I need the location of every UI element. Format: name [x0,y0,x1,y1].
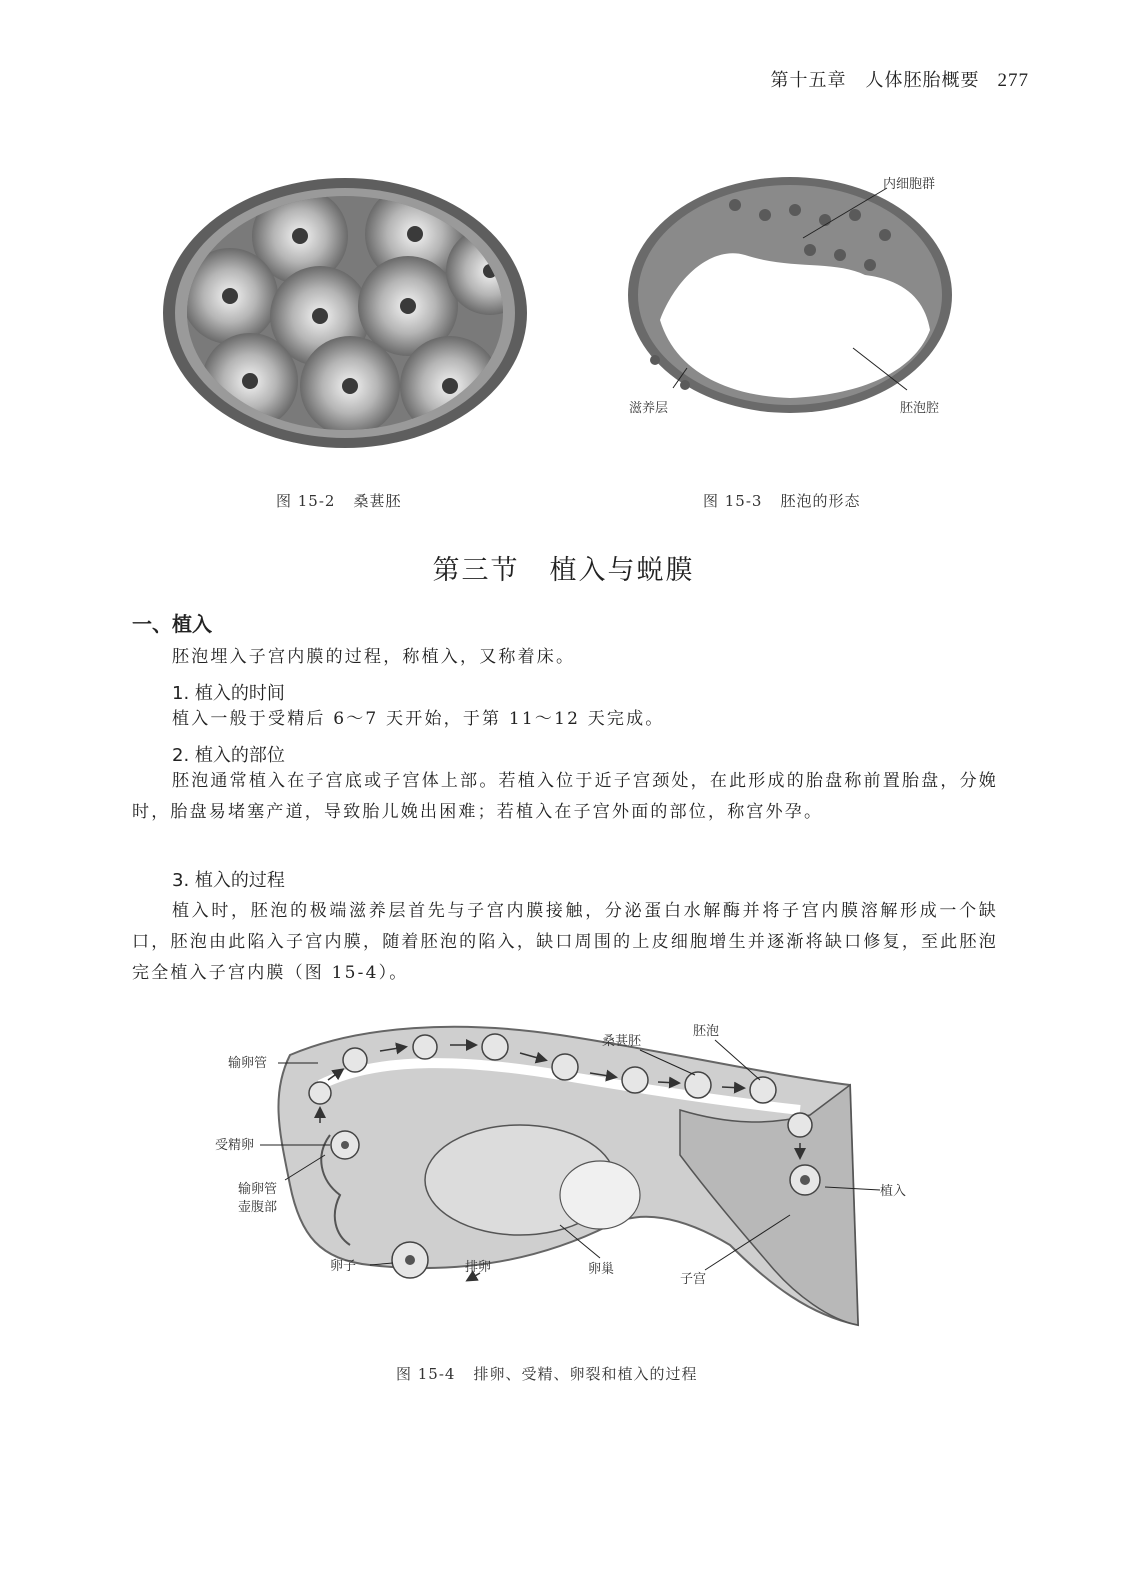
label-morula: 桑葚胚 [602,1034,642,1049]
caption-number: 图 15-4 [396,1365,456,1383]
label-ovulation: 排卵 [465,1260,492,1275]
blastocyst-illustration [615,170,975,440]
caption-number: 图 15-2 [276,492,336,510]
label-blastocoel: 胚泡腔 [900,401,940,416]
heading-site: 2. 植入的部位 [172,745,285,766]
section-name: 植入与蜕膜 [549,555,695,586]
caption-fig-15-3 [703,490,860,511]
caption-fig-15-4 [396,1363,697,1384]
label-ovary: 卵巢 [588,1262,615,1277]
label-oviduct: 输卵管 [228,1056,268,1071]
label-uterus: 子宫 [680,1272,707,1287]
running-head [771,66,1030,92]
page-number: 277 [997,70,1029,91]
section-title [0,548,1127,587]
heading-time: 1. 植入的时间 [172,683,285,704]
label-ampulla-line2: 壶腹部 [238,1200,278,1215]
label-trophoblast: 滋养层 [629,401,669,416]
label-blastocyst: 胚泡 [693,1024,720,1039]
label-ampulla-line1: 输卵管 [238,1182,278,1197]
paragraph-time: 植入一般于受精后 6～7 天开始，于第 11～12 天完成。 [172,709,665,729]
caption-title: 胚泡的形态 [780,492,861,510]
caption-number: 图 15-3 [703,492,763,510]
paragraph-site: 胚泡通常植入在子宫底或子宫体上部。若植入位于近子宫颈处，在此形成的胎盘称前置胎盘，分娩时，胎盘易堵塞产道，导致胎儿娩出困难；若植入在子宫外面的部位，称宫外孕。 [132,771,998,822]
caption-fig-15-2 [276,490,401,511]
paragraph-process: 植入时，胚泡的极端滋养层首先与子宫内膜接触，分泌蛋白水解酶并将子宫内膜溶解形成一个缺口，胚泡由此陷入子宫内膜，随着胚泡的陷入，缺口周围的上皮细胞增生并逐渐将缺口修复，至此胚泡完全植入子宫内膜（图 15-4）。 [132,901,998,983]
caption-title: 排卵、受精、卵裂和植入的过程 [473,1365,698,1383]
caption-title: 桑葚胚 [353,492,402,510]
section-number: 第三节 [432,555,520,586]
morula-illustration [160,176,530,451]
label-ovum: 卵子 [330,1259,357,1274]
label-implantation: 植入 [880,1184,907,1199]
heading-process: 3. 植入的过程 [172,870,285,891]
implantation-diagram [210,1015,930,1345]
chapter-title: 第十五章 人体胚胎概要 [770,70,980,91]
label-inner-cell-mass: 内细胞群 [883,177,936,192]
heading-implantation: 一、植入 [132,612,212,636]
label-fertilized-egg: 受精卵 [215,1138,255,1153]
paragraph-intro: 胚泡埋入子宫内膜的过程，称植入，又称着床。 [172,647,576,667]
